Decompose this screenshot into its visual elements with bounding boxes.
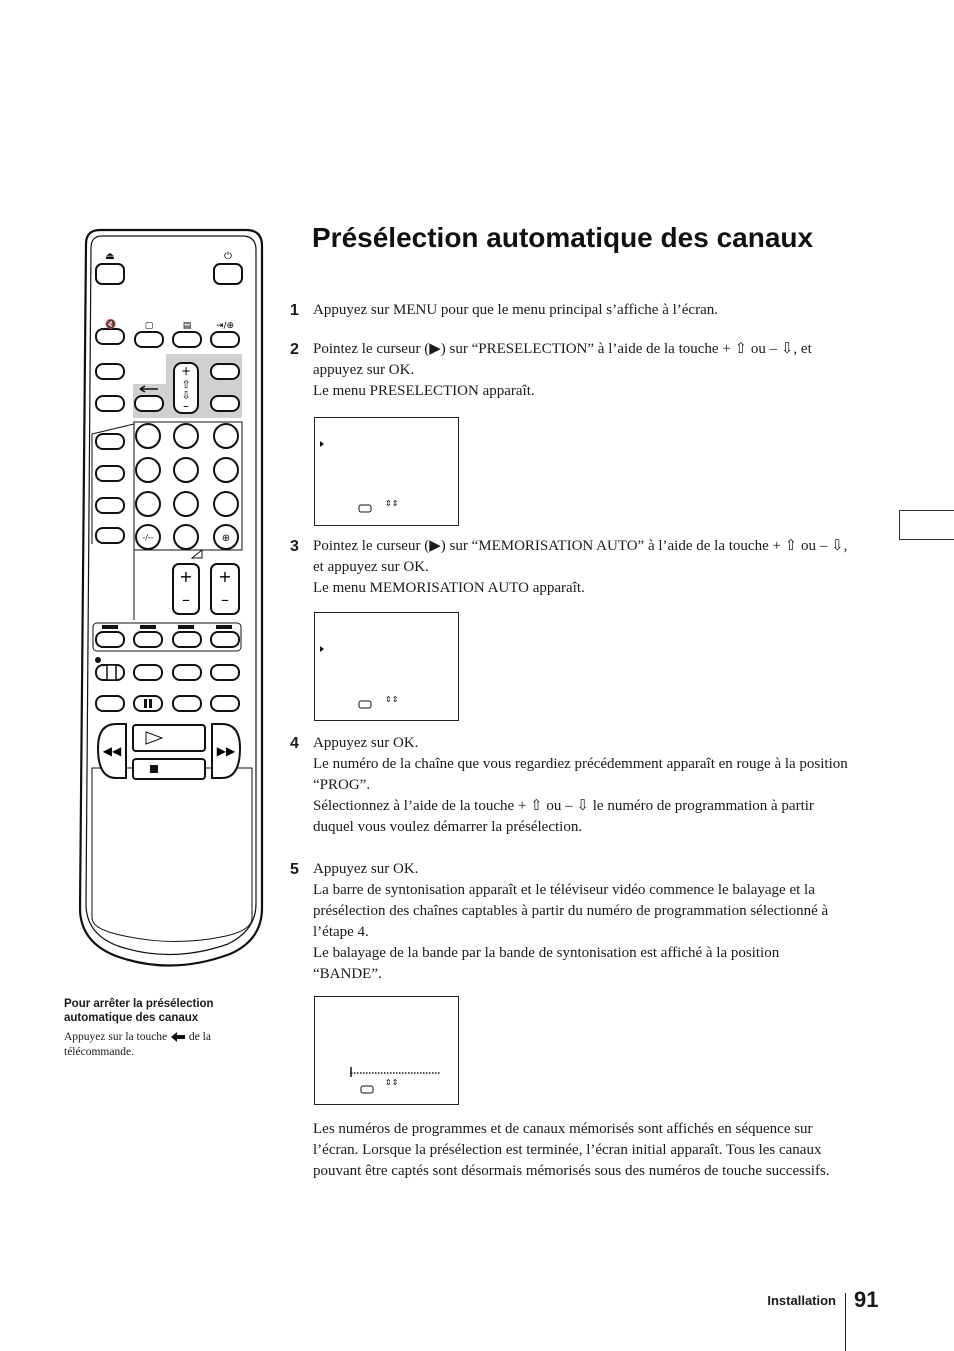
svg-text:▤: ▤: [182, 321, 192, 331]
step-3-text: [313, 536, 848, 599]
step-line: Le menu PRESELECTION apparaît.: [313, 383, 535, 399]
svg-text:⇧: ⇧: [181, 378, 191, 391]
side-note-body: [64, 1030, 264, 1060]
back-arrow-icon: [170, 1032, 186, 1042]
step-line: Appuyez sur OK.: [313, 861, 419, 877]
svg-text:–: –: [182, 590, 190, 609]
step-line: Appuyez sur MENU pour que le menu principal s’affiche à l’écran.: [313, 302, 718, 318]
closing-text: Les numéros de programmes et de canaux mémorisés sont affichés en séquence sur l’écran. Lorsque la présélection est terminée, l’écran initial apparaît. Tous les canaux pouvant être captés sont désormais mémorisés sous des numéros de touche successifs.: [313, 1121, 830, 1179]
svg-text:⊕: ⊕: [221, 533, 231, 544]
side-note-text-end: de la télécommande.: [64, 1031, 211, 1058]
footer-section-label: Installation: [767, 1293, 836, 1308]
svg-text:⇕⇕: ⇕⇕: [385, 1078, 399, 1087]
side-note-title: Pour arrêter la présélection automatique des canaux: [64, 998, 214, 1024]
svg-text:🔇: 🔇: [105, 320, 117, 330]
svg-text:+: +: [180, 364, 192, 378]
step-number: 2: [290, 341, 299, 358]
svg-text:+: +: [179, 567, 193, 586]
closing-paragraph: [313, 1119, 848, 1182]
svg-text:⇩: ⇩: [181, 389, 191, 402]
step-line: Appuyez sur OK.: [313, 735, 419, 751]
svg-text:–: –: [221, 590, 229, 609]
page-number: 91: [854, 1287, 879, 1312]
tv-screen-memorisation-auto: [314, 612, 459, 721]
step-number: 1: [290, 302, 299, 319]
page-title: Présélection automatique des canaux: [312, 222, 814, 253]
svg-text:⇕⇕: ⇕⇕: [385, 499, 399, 508]
step-line: Pointez le curseur (▶) sur “MEMORISATION AUTO” à l’aide de la touche + ⇧ ou – ⇩, et appuyez sur OK.: [313, 538, 848, 575]
step-line: Pointez le curseur (▶) sur “PRESELECTION” à l’aide de la touche + ⇧ ou – ⇩, et appuyez sur OK.: [313, 341, 812, 378]
footer-divider: [845, 1293, 846, 1351]
svg-text:⇥/⊕: ⇥/⊕: [215, 321, 235, 331]
step-line: Le numéro de la chaîne que vous regardiez précédemment apparaît en rouge à la position “PROG”.: [313, 756, 848, 793]
step-2-text: [313, 339, 848, 402]
svg-text:◀◀: ◀◀: [102, 744, 122, 758]
svg-text:⏏: ⏏: [105, 251, 115, 262]
step-5-text: [313, 859, 848, 985]
step-4-text: [313, 733, 848, 838]
remote-control-illustration: [76, 228, 266, 970]
step-line: Le balayage de la bande par la bande de syntonisation est affiché à la position “BANDE”.: [313, 945, 780, 982]
screen-content: [315, 418, 457, 524]
step-number: 4: [290, 735, 299, 752]
svg-text:⏻: ⏻: [224, 251, 232, 262]
section-tab-marker: [899, 510, 954, 540]
svg-text:–: –: [183, 399, 189, 413]
tv-screen-tuning: [314, 996, 459, 1105]
step-line: La barre de syntonisation apparaît et le téléviseur vidéo commence le balayage et la présélection des chaînes captables à partir du numéro de programmation sélectionné à l’étape 4.: [313, 882, 829, 940]
tv-screen-preselection: [314, 417, 459, 526]
step-line: Le menu MEMORISATION AUTO apparaît.: [313, 580, 585, 596]
step-number: 3: [290, 538, 299, 555]
svg-text:▶▶: ▶▶: [216, 744, 236, 758]
step-1-text: [313, 300, 848, 321]
side-note-text-start: Appuyez sur la touche: [64, 1031, 168, 1043]
screen-content: [315, 613, 457, 719]
numeric-label: -/--: [142, 533, 154, 542]
svg-text:+: +: [218, 567, 232, 586]
svg-text:▢: ▢: [144, 321, 154, 331]
screen-content: [315, 997, 457, 1103]
svg-text:⇕⇕: ⇕⇕: [385, 695, 399, 704]
step-line: Sélectionnez à l’aide de la touche + ⇧ ou – ⇩ le numéro de programmation à partir duquel vous voulez démarrer la présélection.: [313, 798, 814, 835]
step-number: 5: [290, 861, 299, 878]
